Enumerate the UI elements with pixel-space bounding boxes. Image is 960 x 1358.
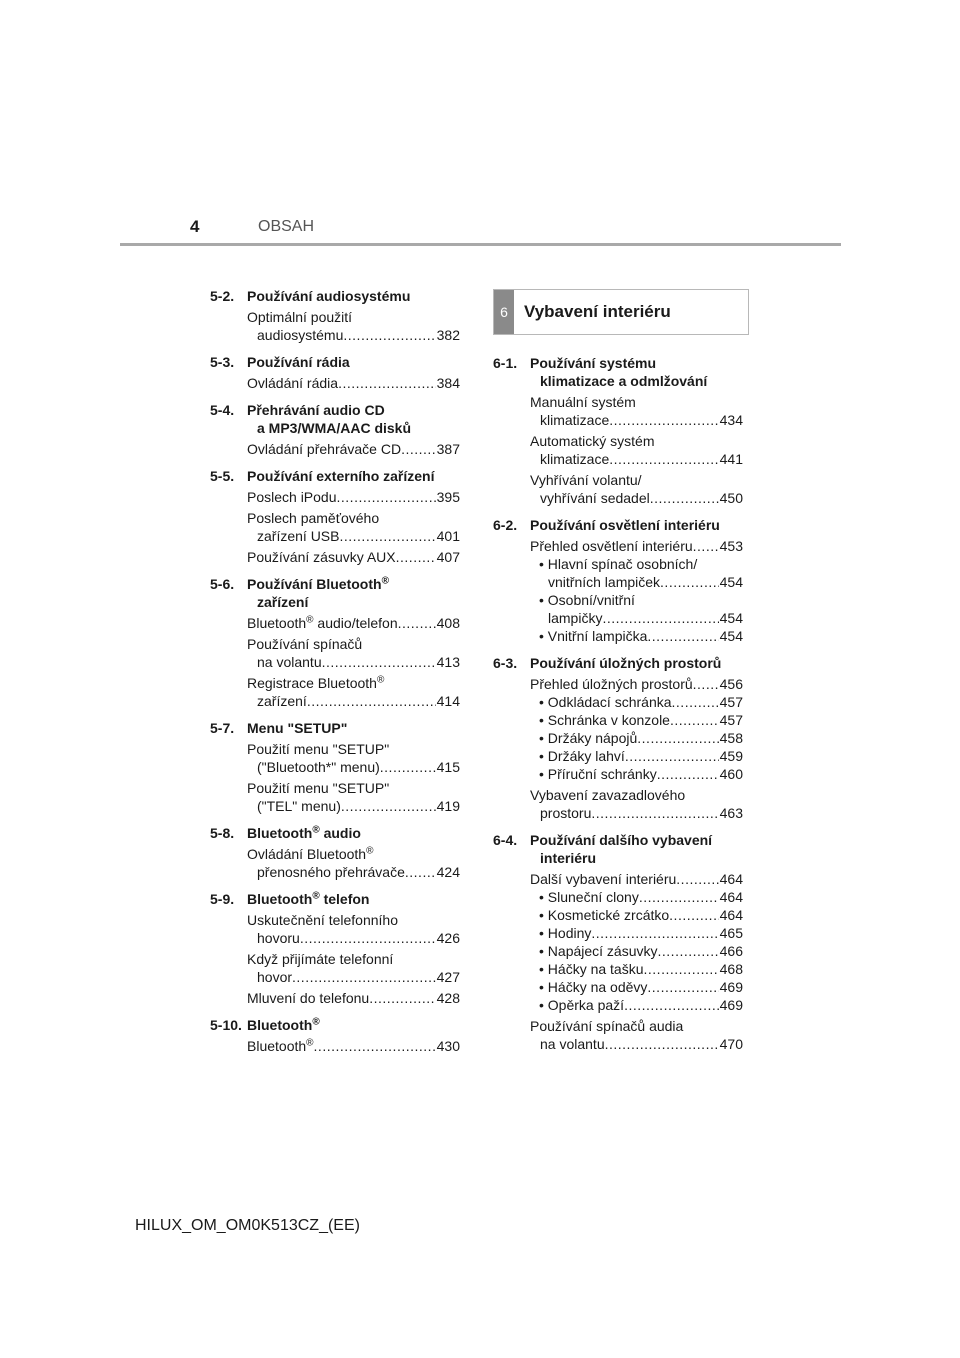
entry-text: hovor [257,969,293,985]
entry-text: vyhřívání sedadel [540,490,650,506]
entry-page: 401 [436,528,460,544]
entry-text: Ovládání Bluetooth [247,846,367,862]
entry-text: Používání zásuvky AUX [247,549,396,565]
entry-page: 464 [719,889,743,905]
toc-bullet-entry[interactable] [539,729,743,747]
entry-page: 387 [436,441,460,457]
entry-text: Použití menu "SETUP" [247,780,390,796]
entry-text: na volantu [257,654,322,670]
section-number: 5-9. [210,891,235,907]
toc-entry[interactable] [247,1037,460,1055]
section-title-cont: interiéru [540,850,597,866]
entry-text: Ovládání rádia [247,375,339,391]
entry-text: Automatický systém [530,433,655,449]
entry-text: Registrace Bluetooth [247,675,377,691]
section-title-cont: audio [319,825,361,841]
section-title-cont: telefon [319,891,370,907]
toc-entry[interactable] [247,374,460,392]
section-number: 5-4. [210,402,235,418]
section-title: Přehrávání audio CD [247,402,385,418]
registered-mark: ® [306,1037,314,1049]
entry-page: 460 [719,766,743,782]
toc-entry[interactable] [247,308,460,344]
toc-section-5-4[interactable] [210,401,460,437]
toc-bullet-entry[interactable] [539,711,743,729]
entry-page: 441 [719,451,743,467]
toc-entry[interactable] [247,488,460,506]
toc-entry[interactable] [247,845,460,881]
toc-bullet-entry[interactable] [539,765,743,783]
entry-text: • Příruční schránky [539,766,657,782]
toc-entry[interactable] [247,740,460,776]
toc-bullet-entry[interactable] [539,924,743,942]
entry-text: Bluetooth [247,1038,307,1054]
entry-page: 427 [436,969,460,985]
toc-section-5-5[interactable] [210,467,460,485]
entry-page: 454 [719,610,743,626]
entry-page: 407 [436,549,460,565]
section-number: 5-7. [210,720,235,736]
section-title: Používání dalšího vybavení [530,832,713,848]
entry-page: 382 [436,327,460,343]
entry-page: 465 [719,925,743,941]
toc-section-6-1[interactable] [493,354,743,390]
chapter-title: Vybavení interiéru [524,302,671,321]
entry-text: Další vybavení interiéru [530,871,677,887]
entry-page: 469 [719,979,743,995]
registered-mark: ® [312,824,320,836]
entry-text: • Háčky na oděvy [539,979,648,995]
toc-bullet-entry[interactable] [539,942,743,960]
toc-right-column [493,354,743,1053]
toc-entry[interactable] [530,870,743,888]
toc-section-6-3[interactable] [493,654,743,672]
entry-text: • Osobní/vnitřní [539,592,635,608]
entry-text: • Schránka v konzole [539,712,670,728]
toc-section-5-6[interactable] [210,575,460,611]
toc-entry[interactable] [530,432,743,468]
entry-text: Manuální systém [530,394,636,410]
section-title-cont: zařízení [257,594,309,610]
entry-text: klimatizace [540,412,610,428]
entry-page: 469 [719,997,743,1013]
toc-bullet-entry[interactable] [539,693,743,711]
entry-text: klimatizace [540,451,610,467]
entry-text: zařízení [257,693,307,709]
section-number: 5-5. [210,468,235,484]
toc-entry[interactable] [247,989,460,1007]
registered-mark: ® [376,674,385,686]
entry-page: 419 [436,798,460,814]
toc-bullet-entry[interactable] [539,906,743,924]
toc-entry[interactable] [247,950,460,986]
entry-text: přenosného přehrávače [257,864,405,880]
entry-text: • Hodiny [539,925,592,941]
toc-entry[interactable] [247,548,460,566]
entry-text: Optimální použití [247,309,353,325]
entry-text: • Hlavní spínač osobních/ [539,556,698,572]
entry-text: Když přijímáte telefonní [247,951,394,967]
section-title: Používání audiosystému [247,288,411,304]
entry-text: Použití menu "SETUP" [247,741,390,757]
entry-page: 470 [719,1036,743,1052]
document-code: HILUX_OM_OM0K513CZ_(EE) [135,1217,360,1234]
entry-text: ("TEL" menu) [257,798,341,814]
entry-text: lampičky [548,610,603,626]
entry-text: • Opěrka paží [539,997,625,1013]
registered-mark: ® [306,614,314,626]
section-number: 5-8. [210,825,235,841]
toc-bullet-entry[interactable] [539,555,743,591]
header-rule [120,243,841,246]
toc-section-5-9[interactable] [210,890,460,908]
entry-text: • Háčky na tašku [539,961,644,977]
section-title: Bluetooth [247,891,313,907]
toc-section-5-10[interactable] [210,1016,460,1034]
entry-page: 450 [719,490,743,506]
entry-text: • Držáky nápojů [539,730,638,746]
toc-entry[interactable] [247,614,460,632]
entry-text: Poslech paměťového [247,510,380,526]
toc-bullet-entry[interactable] [539,627,743,645]
section-title-cont: a MP3/WMA/AAC disků [257,420,412,436]
section-number: 5-6. [210,576,235,592]
registered-mark: ® [381,575,389,587]
entry-page: 457 [719,712,743,728]
entry-text: na volantu [540,1036,605,1052]
toc-entry[interactable] [247,674,460,710]
registered-mark: ® [312,1016,320,1028]
section-title: Používání Bluetooth [247,576,382,592]
entry-text: vnitřních lampiček [548,574,661,590]
entry-page: 413 [436,654,460,670]
entry-page: 384 [436,375,460,391]
entry-text: audio/telefon [313,615,398,631]
section-title: Bluetooth [247,825,313,841]
toc-entry[interactable] [530,471,743,507]
entry-text: Vyhřívání volantu/ [530,472,642,488]
toc-entry[interactable] [530,537,743,555]
entry-page: 463 [719,805,743,821]
section-title: Bluetooth [247,1017,313,1033]
entry-text: Používání spínačů [247,636,363,652]
section-number: 6-4. [493,832,518,848]
toc-entry[interactable] [530,1017,743,1053]
toc-bullet-entry[interactable] [539,996,743,1014]
entry-page: 453 [719,538,743,554]
registered-mark: ® [312,890,320,902]
section-title: Používání systému [530,355,657,371]
entry-text: Přehled osvětlení interiéru [530,538,693,554]
entry-text: • Napájecí zásuvky [539,943,658,959]
section-number: 6-2. [493,517,518,533]
chapter-heading[interactable] [493,289,749,335]
entry-text: Uskutečnění telefonního [247,912,398,928]
entry-text: • Sluneční clony [539,889,639,905]
section-number: 5-3. [210,354,235,370]
section-number: 5-10. [210,1017,242,1033]
entry-text: • Vnitřní lampička [539,628,648,644]
entry-page: 434 [719,412,743,428]
toc-entry[interactable] [530,786,743,822]
entry-text: audiosystému [257,327,344,343]
toc-section-5-8[interactable] [210,824,460,842]
toc-entry[interactable] [247,779,460,815]
entry-text: hovoru [257,930,300,946]
entry-page: 454 [719,628,743,644]
entry-page: 458 [719,730,743,746]
section-title: Používání úložných prostorů [530,655,722,671]
entry-page: 395 [436,489,460,505]
entry-page: 457 [719,694,743,710]
header-title: OBSAH [258,218,315,235]
entry-text: Používání spínačů audia [530,1018,684,1034]
entry-page: 428 [436,990,460,1006]
entry-text: zařízení USB [257,528,340,544]
toc-bullet-entry[interactable] [539,591,743,627]
entry-page: 408 [436,615,460,631]
entry-page: 415 [436,759,460,775]
entry-text: • Kosmetické zrcátko [539,907,670,923]
entry-page: 468 [719,961,743,977]
entry-text: • Odkládací schránka [539,694,672,710]
toc-entry[interactable] [530,675,743,693]
toc-bullet-entry[interactable] [539,960,743,978]
toc-entry[interactable] [247,440,460,458]
entry-text: • Držáky lahví [539,748,625,764]
entry-page: 454 [719,574,743,590]
toc-bullet-entry[interactable] [539,747,743,765]
entry-text: Přehled úložných prostorů [530,676,693,692]
toc-section-6-2[interactable] [493,516,743,534]
toc-section-5-7[interactable] [210,719,460,737]
entry-page: 414 [436,693,460,709]
entry-text: Mluvení do telefonu [247,990,370,1006]
registered-mark: ® [366,845,374,857]
entry-text: Poslech iPodu [247,489,337,505]
entry-page: 456 [719,676,743,692]
toc-entry[interactable] [530,393,743,429]
section-title: Používání rádia [247,354,350,370]
toc-left-column [210,287,460,1055]
chapter-number-tab: 6 [494,290,514,334]
entry-text: Vybavení zavazadlového [530,787,686,803]
entry-page: 466 [719,943,743,959]
toc-bullet-entry[interactable] [539,888,743,906]
section-number: 6-3. [493,655,518,671]
entry-page: 424 [436,864,460,880]
entry-text: Ovládání přehrávače CD [247,441,402,457]
toc-section-5-2[interactable] [210,287,460,305]
toc-section-6-4[interactable] [493,831,743,867]
section-number: 6-1. [493,355,518,371]
section-title: Menu "SETUP" [247,720,348,736]
entry-text: Bluetooth [247,615,307,631]
toc-entry[interactable] [247,509,460,545]
entry-page: 426 [436,930,460,946]
section-title-cont: klimatizace a odmlžování [540,373,708,389]
entry-text: prostoru [540,805,592,821]
entry-text: ("Bluetooth*" menu) [257,759,380,775]
entry-page: 464 [719,871,743,887]
page-number: 4 [190,217,200,236]
entry-page: 464 [719,907,743,923]
page-header [0,0,960,250]
toc-entry[interactable] [247,911,460,947]
section-number: 5-2. [210,288,235,304]
entry-page: 459 [719,748,743,764]
toc-bullet-entry[interactable] [539,978,743,996]
section-title: Používání externího zařízení [247,468,435,484]
toc-entry[interactable] [247,635,460,671]
section-title: Používání osvětlení interiéru [530,517,720,533]
toc-section-5-3[interactable] [210,353,460,371]
entry-page: 430 [436,1038,460,1054]
